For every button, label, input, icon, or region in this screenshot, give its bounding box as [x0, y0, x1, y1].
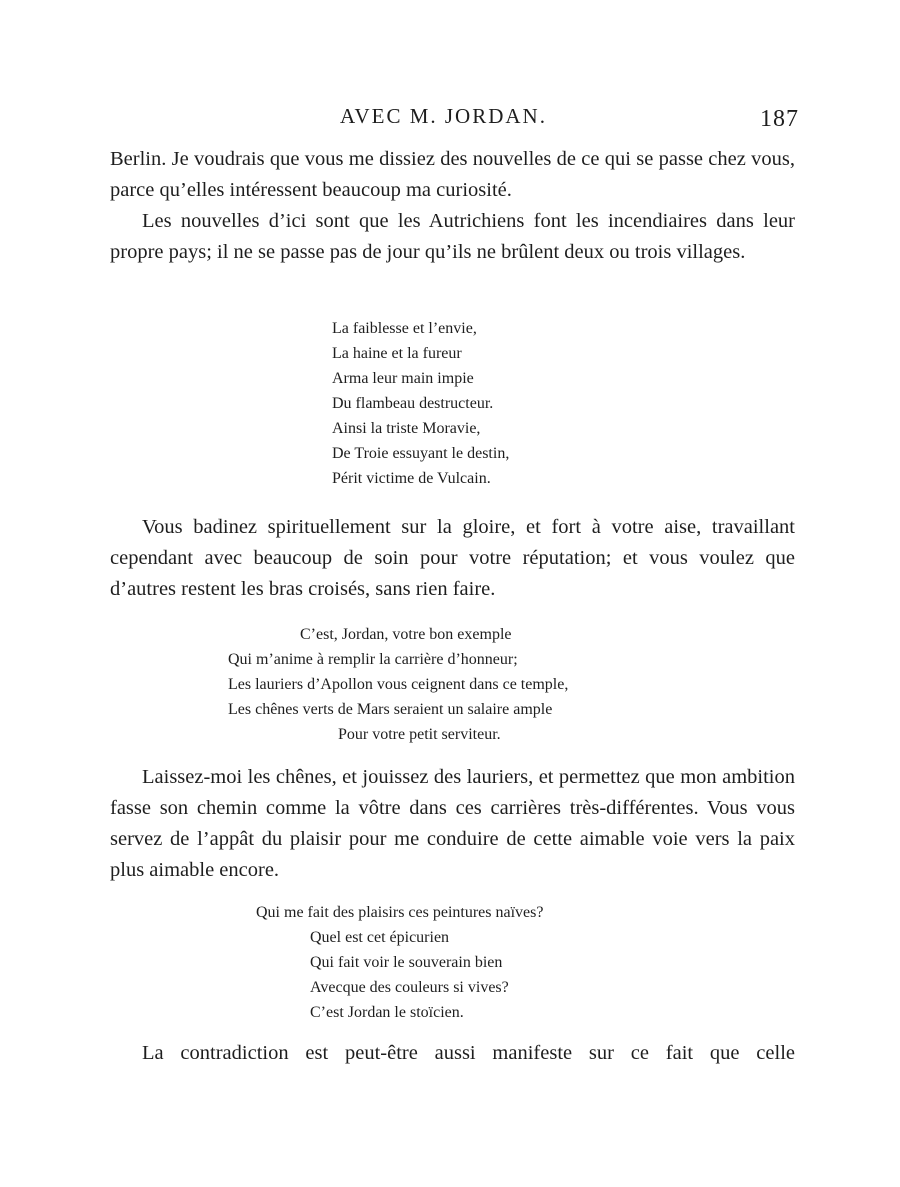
paragraph-contradiction: La contradiction est peut-être aussi manifeste sur ce fait que celle	[142, 1042, 795, 1064]
page-number: 187	[760, 106, 799, 132]
paragraph-continuation: Berlin. Je voudrais que vous me dissiez des nouvelles de ce qui se passe chez vous, parce qu’elles intéressent beaucoup ma curiosité.	[110, 148, 795, 201]
verse-line: Du flambeau destructeur.	[332, 395, 494, 412]
verse-line: Pour votre petit serviteur.	[338, 726, 501, 743]
verse-epicurien	[256, 900, 543, 1025]
paragraph-gloire: Vous badinez spirituellement sur la gloire, et fort à votre aise, travaillant cependant avec beaucoup de soin pour votre réputation; et vous voulez que d’autres restent les bras croisés, sans rien faire.	[110, 516, 795, 600]
paragraph-news: Les nouvelles d’ici sont que les Autrichiens font les incendiaires dans leur propre pays; il ne se passe pas de jour qu’ils ne brûlent deux ou trois villages.	[110, 210, 795, 263]
verse-line: C’est Jordan le stoïcien.	[310, 1004, 464, 1021]
running-title: AVEC M. JORDAN.	[340, 104, 547, 128]
verse-line: Qui fait voir le souverain bien	[310, 954, 503, 971]
verse-line: Qui m’anime à remplir la carrière d’honneur;	[228, 651, 518, 668]
verse-line: C’est, Jordan, votre bon exemple	[300, 626, 512, 643]
verse-line: Arma leur main impie	[332, 370, 474, 387]
verse-line: De Troie essuyant le destin,	[332, 445, 510, 462]
verse-line: La haine et la fureur	[332, 345, 462, 362]
paragraph-chenes: Laissez-moi les chênes, et jouissez des lauriers, et permettez que mon ambition fasse son chemin comme la vôtre dans ces carrières très-différentes. Vous vous servez de l’appât du plaisir pour me conduire de cette aimable voie vers la paix plus aimable encore.	[110, 766, 795, 881]
verse-line: Périt victime de Vulcain.	[332, 470, 491, 487]
verse-line: Ainsi la triste Moravie,	[332, 420, 481, 437]
running-head	[0, 104, 900, 134]
verse-moravie	[332, 316, 509, 491]
verse-line: Les chênes verts de Mars seraient un salaire ample	[228, 701, 553, 718]
verse-line: La faiblesse et l’envie,	[332, 320, 477, 337]
verse-line: Quel est cet épicurien	[310, 929, 450, 946]
verse-line: Les lauriers d’Apollon vous ceignent dans ce temple,	[228, 676, 569, 693]
verse-jordan	[228, 622, 568, 747]
verse-line: Qui me fait des plaisirs ces peintures naïves?	[256, 904, 544, 921]
verse-line: Avecque des couleurs si vives?	[310, 979, 509, 996]
